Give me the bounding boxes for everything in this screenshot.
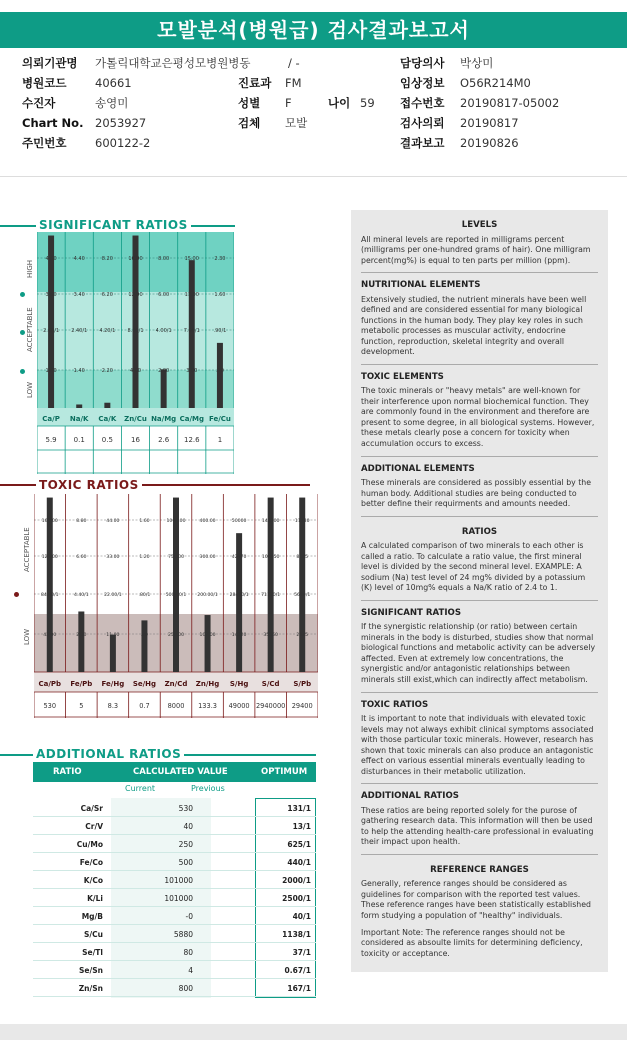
scale-tick-label: 4.40/1 (73, 593, 89, 598)
ratio-label: Zn/Hg (195, 680, 220, 688)
ratio-value: 1 (217, 436, 223, 444)
current-value: 800 (178, 984, 193, 993)
ratio-label: S/Cd (261, 680, 280, 688)
optimum-value: 2500/1 (282, 894, 311, 903)
scale-tick-label: 400.00 (199, 519, 216, 524)
current-value: 40 (183, 822, 193, 831)
dept-label: 진료과 (238, 76, 272, 90)
request-date-value: 20190817 (460, 116, 519, 130)
scale-tick-label: 11.00 (184, 292, 199, 298)
ratio-label: Zn/Cu (124, 415, 147, 423)
toxic-ratios-chart (34, 494, 318, 718)
table-row (33, 872, 316, 889)
ratio-name: Se/Sn (79, 966, 103, 975)
scale-tick-label: 44.00 (106, 519, 120, 524)
scale-tick-label: 8.20 (101, 256, 113, 262)
nutritional-heading: NUTRITIONAL ELEMENTS (361, 280, 481, 291)
col-calculated: CALCULATED VALUE (133, 767, 228, 777)
doctor-value: 박상미 (460, 56, 494, 70)
axis-acceptable-label: ACCEPTABLE (26, 307, 34, 352)
optimum-value: 1138/1 (282, 930, 311, 939)
toxic-rule-left (0, 484, 36, 486)
toxic-rule-right (114, 484, 310, 486)
ratio-value: 16 (131, 436, 140, 444)
sex-value: F (285, 96, 292, 110)
ratios-heading: RATIOS (461, 526, 498, 537)
scale-tick-label: 200.00/1 (197, 593, 218, 598)
scale-tick-label: 1.20 (139, 555, 150, 560)
significant-bar (104, 403, 110, 408)
table-row (33, 836, 316, 853)
axis-high-label: HIGH (26, 259, 34, 278)
scale-tick-label: 126.00 (41, 555, 58, 560)
row-divider (33, 960, 316, 961)
explanation-panel (351, 210, 608, 972)
toxic-axis-low-label: LOW (23, 628, 31, 645)
chart-no-label: Chart No. (22, 116, 84, 130)
receipt-label: 접수번호 (400, 96, 445, 110)
dept-value: FM (285, 76, 302, 90)
scale-tick-label: 6.00 (158, 292, 170, 298)
table-row (33, 926, 316, 943)
divider (361, 516, 598, 517)
marker-dot (20, 330, 25, 335)
ratio-name: Fe/Co (79, 858, 103, 867)
scale-tick-label: 168.00 (41, 519, 58, 524)
institution-value: 가톨릭대학교은평성모병원병동 (95, 56, 251, 70)
ratios-text: A calculated comparison of two minerals to each other is called a ratio. To calculate a ratio value, the first mineral level is divided by the second mineral level. EXAMPLE: A sodium (Na) test level of 24 mg% divided by a potassium (K) level of 10mg% equals a Na/K ratio of 2.4 to 1. (361, 541, 586, 593)
table-row (33, 890, 316, 907)
scale-tick-label: .20 (215, 368, 224, 374)
scale-tick-label: .40 (140, 633, 149, 638)
scale-tick-label: 2.20 (76, 633, 87, 638)
scale-tick-label: 4.00/1 (155, 328, 172, 334)
optimum-value: 625/1 (287, 840, 311, 849)
toxic-bar (205, 615, 211, 672)
scale-tick-label: 71120/1 (261, 593, 281, 598)
scale-tick-label: 142200 (261, 519, 280, 524)
scale-tick-label: 11380 (294, 519, 310, 524)
significant-bar (217, 343, 223, 408)
optimum-value: 131/1 (287, 804, 311, 813)
examinee-label: 수진자 (22, 96, 56, 110)
scale-tick-label: 4.00 (129, 368, 142, 374)
scale-tick-label: 8.00 (158, 256, 170, 262)
additional-elements-heading: ADDITIONAL ELEMENTS (361, 463, 475, 474)
scale-tick-label: 6.20 (101, 292, 113, 298)
doctor-label: 담당의사 (400, 56, 445, 70)
ratio-name: Se/Tl (82, 948, 103, 957)
scale-tick-label: 4.20/1 (99, 328, 116, 334)
additional-elements-text: These minerals are considered as possibly essential by the human body. Additional studies are being conducted to better define their requirments and amounts needed. (361, 478, 592, 509)
scale-tick-label: 42.00 (43, 633, 57, 638)
hospital-code-label: 병원코드 (22, 76, 67, 90)
scale-tick-label: 1.60 (45, 368, 57, 374)
toxic-bar (110, 635, 116, 672)
reference-ranges-heading: REFERENCE RANGES (430, 864, 529, 875)
row-divider (33, 924, 316, 925)
scale-tick-label: 11.00 (106, 633, 120, 638)
header-divider (0, 176, 627, 177)
resident-id-value: 600122-2 (95, 136, 151, 150)
ratio-label: S/Hg (229, 680, 249, 688)
current-value: 101000 (164, 894, 193, 903)
scale-tick-label: 33.00 (106, 555, 120, 560)
table-row (33, 962, 316, 979)
toxic-bar (76, 611, 87, 672)
examinee-value: 송영미 (95, 96, 129, 110)
report-title: 모발분석(병원급) 검사결과보고서 (0, 12, 627, 48)
additional-ratios-table (33, 762, 316, 1002)
divider (361, 600, 598, 601)
ratio-label: Ca/P (42, 415, 60, 423)
scale-tick-label: 2.20 (101, 368, 113, 374)
row-divider (33, 906, 316, 907)
scale-tick-label: 2.30 (214, 256, 226, 262)
scale-tick-label: 1.40 (73, 368, 85, 374)
scale-tick-label: 1.60 (139, 519, 150, 524)
age-value: 59 (360, 96, 375, 110)
scale-tick-label: 1000.00 (166, 519, 186, 524)
ratio-label: Na/K (69, 415, 89, 423)
col-optimum: OPTIMUM (261, 767, 308, 777)
toxic-ratios-title: TOXIC RATIOS (36, 478, 142, 492)
scale-tick-label: 7.00/1 (183, 328, 200, 334)
current-value: 101000 (164, 876, 193, 885)
ratio-label: S/Pb (293, 680, 312, 688)
ratio-value: 49000 (228, 702, 250, 710)
scale-tick-label: 8.00/1 (127, 328, 144, 334)
ratio-label: Fe/Cu (208, 415, 231, 423)
marker-dot (14, 592, 19, 597)
scale-tick-label: 8.80 (76, 519, 87, 524)
ratio-value: 5 (79, 702, 84, 710)
toxic-ratios-text: It is important to note that individuals with elevated toxic levels may not always exhibit clinical symptoms associated with those particular toxic minerals. However, research has shown that toxic minerals can also produce an antagonistic effect on various essential minerals eventually leading to disturbances in their metabolic utilization. (361, 714, 594, 776)
scale-tick-label: 15.00 (184, 256, 199, 262)
sub-previous: Previous (191, 784, 225, 793)
scale-tick-label: 22.00/1 (104, 593, 122, 598)
toxic-ratios-heading: TOXIC RATIOS (361, 699, 429, 710)
row-divider (33, 978, 316, 979)
table-row (33, 980, 316, 997)
ratio-value: 530 (43, 702, 57, 710)
axis-low-label: LOW (26, 381, 34, 398)
ratio-value: 8.3 (107, 702, 119, 710)
clinical-info-value: O56R214M0 (460, 76, 531, 90)
ratio-value: 133.3 (198, 702, 218, 710)
significant-ratios-title: SIGNIFICANT RATIOS (36, 218, 191, 232)
current-value: -0 (185, 912, 193, 921)
row-divider (33, 996, 316, 997)
nutritional-text: Extensively studied, the nutrient minerals have been well defined and are considered essential for many biological functions in the human body. They play key roles in such metabolic processes as muscular activity, endocrine function, reproduction, skeletal integrity and overall development. (361, 294, 587, 357)
scale-tick-label: 300.00 (199, 555, 216, 560)
chart-no-value: 2053927 (95, 116, 147, 130)
scale-tick-label: 14220 (231, 633, 247, 638)
toxic-elements-heading: TOXIC ELEMENTS (361, 371, 444, 382)
table-row (33, 908, 316, 925)
institution-extra: / - (288, 56, 300, 70)
scale-tick-label: .90/1 (213, 328, 227, 334)
scale-tick-label: 28450/1 (229, 593, 249, 598)
ratio-label: Ca/Mg (179, 415, 204, 423)
toxic-bar (141, 620, 147, 672)
scale-tick-label: 2.40/1 (71, 328, 88, 334)
significant-ratios-text: If the synergistic relationship (or ratio) between certain minerals in the body is disturbed, studies show that normal biological functions and metabolic activity can be adversely affected. Even at extremely low concentrations, the synergistic and/or antagonistic relationships between minerals still exist,which can indirectly affect metabolism. (361, 622, 596, 684)
current-value: 4 (188, 966, 193, 975)
divider (361, 854, 598, 855)
levels-text: All mineral levels are reported in milligrams percent (milligrams per one-hundred grams of hair). One milligram percent(mg%) is equal to ten parts per million (ppm). (361, 234, 591, 265)
ratio-label: Ca/Pb (38, 680, 62, 688)
significant-bar (76, 404, 82, 408)
ratio-name: Cr/V (85, 822, 103, 831)
scale-tick-label: 16.00 (128, 256, 143, 262)
col-ratio: RATIO (53, 767, 82, 777)
row-divider (33, 816, 316, 817)
row-divider (33, 942, 316, 943)
table-row (33, 818, 316, 835)
ratio-label: Zn/Cd (164, 680, 188, 688)
scale-tick-label: 1.60 (214, 292, 226, 298)
significant-bar (161, 369, 167, 408)
optimum-value: 2000/1 (282, 876, 311, 885)
ratio-label: Fe/Pb (70, 680, 93, 688)
scale-tick-label: 100.00 (199, 633, 216, 638)
row-divider (33, 870, 316, 871)
ratio-value: 2940000 (255, 702, 286, 710)
scale-tick-label: 4.60 (45, 256, 57, 262)
sex-label: 성별 (238, 96, 261, 110)
ratio-name: S/Cu (84, 930, 103, 939)
ratio-label: Fe/Hg (101, 680, 125, 688)
ratio-name: Mg/B (81, 912, 103, 921)
scale-tick-label: 35560 (263, 633, 278, 638)
scale-tick-label: .80/1 (138, 593, 151, 598)
ratio-label: Se/Hg (132, 680, 157, 688)
row-divider (33, 852, 316, 853)
reference-ranges-text: Generally, reference ranges should be considered as guidelines for comparison with the reported test values. These reference ranges have been statistically established form studying a population of "healthy" individuals. (361, 879, 591, 920)
resident-id-label: 주민번호 (22, 136, 67, 150)
ratio-value: 8000 (167, 702, 185, 710)
ratio-value: 12.6 (183, 436, 200, 444)
ratio-label: Na/Mg (151, 415, 177, 423)
additional-ratios-heading: ADDITIONAL RATIOS (361, 791, 459, 802)
scale-tick-label: 42670 (231, 555, 247, 560)
ratio-value: 0.1 (73, 436, 85, 444)
table-row (33, 944, 316, 961)
toxic-axis-acceptable-label: ACCEPTABLE (23, 527, 31, 572)
table-row (33, 800, 316, 817)
marker-dot (20, 369, 25, 374)
optimum-value: 40/1 (292, 912, 311, 921)
scale-tick-label: 2.00 (158, 368, 170, 374)
ratio-value: 0.5 (101, 436, 113, 444)
specimen-label: 검체 (238, 116, 261, 130)
ratio-label: Ca/K (98, 415, 117, 423)
request-date-label: 검사의뢰 (400, 116, 445, 130)
divider (361, 456, 598, 457)
current-value: 250 (178, 840, 193, 849)
important-note-text: Important Note: The reference ranges should not be considered as absoulte limits for determining deficiency, toxicity or acceptance. (361, 927, 583, 958)
levels-heading: LEVELS (461, 220, 498, 230)
scale-tick-label: 750.00 (167, 555, 185, 560)
patient-info-block (0, 52, 627, 156)
clinical-info-label: 임상정보 (400, 76, 445, 90)
significant-ratios-chart (37, 232, 234, 474)
scale-tick-label: 6.60 (76, 555, 87, 560)
divider (361, 783, 598, 784)
report-date-label: 결과보고 (400, 136, 445, 150)
ratio-value: 29400 (291, 702, 313, 710)
institution-label: 의뢰기관명 (22, 56, 78, 70)
marker-dot (20, 292, 25, 297)
scale-tick-label: 3.00 (186, 368, 198, 374)
scale-tick-label: 12.00 (128, 292, 143, 298)
divider (361, 272, 598, 273)
scale-tick-label: 500.00/1 (165, 593, 187, 598)
sub-current: Current (125, 784, 156, 793)
current-value: 530 (178, 804, 193, 813)
additional-rule-left (0, 754, 33, 756)
ratio-name: K/Li (87, 894, 103, 903)
page-footer-strip (0, 1024, 627, 1040)
ratio-value: 2.6 (158, 436, 170, 444)
toxic-elements-text: The toxic minerals or "heavy metals" are well-known for their interference upon normal biochemical function. They are commonly found in the environment and therefore are present to some degree, in all biological systems. However, these metals clearly pose a concern for toxicity when accumulation occurs to excess. (361, 386, 595, 448)
optimum-value: 37/1 (292, 948, 311, 957)
optimum-value: 440/1 (287, 858, 311, 867)
report-date-value: 20190826 (460, 136, 519, 150)
row-divider (33, 888, 316, 889)
ratio-name: Cu/Mo (76, 840, 103, 849)
optimum-value: 167/1 (287, 984, 311, 993)
optimum-value: 13/1 (292, 822, 311, 831)
scale-tick-label: 2.60/1 (43, 328, 60, 334)
scale-tick-label: 3.40 (73, 292, 85, 298)
significant-rule-left (0, 225, 36, 227)
toxic-bar (236, 533, 242, 672)
ratio-value: 5.9 (45, 436, 57, 444)
scale-tick-label: 2845 (296, 633, 309, 638)
age-label: 나이 (328, 96, 351, 110)
additional-ratios-title: ADDITIONAL RATIOS (33, 747, 184, 761)
ratio-name: K/Co (83, 876, 103, 885)
scale-tick-label: 106650 (261, 555, 280, 560)
receipt-value: 20190817-05002 (460, 96, 560, 110)
scale-tick-label: 5690/1 (294, 593, 311, 598)
row-divider (33, 834, 316, 835)
table-row (33, 854, 316, 871)
additional-ratios-text: These ratios are being reported solely for the purose of gathering research data. This information will then be used to help the attending health-care professional in evaluating their impact upon health. (361, 805, 594, 847)
scale-tick-label: 250.00 (167, 633, 185, 638)
specimen-value: 모발 (285, 116, 308, 130)
ratio-name: Zn/Sn (78, 984, 103, 993)
divider (361, 364, 598, 365)
divider (361, 692, 598, 693)
significant-bar (189, 260, 195, 408)
significant-ratios-heading: SIGNIFICANT RATIOS (361, 607, 462, 618)
scale-tick-label: 84.00/1 (40, 593, 59, 598)
ratio-name: Ca/Sr (80, 804, 103, 813)
additional-table-header (33, 762, 316, 782)
scale-tick-label: 8535 (296, 555, 309, 560)
ratio-value: 0.7 (139, 702, 150, 710)
current-value: 80 (183, 948, 193, 957)
scale-tick-label: 3.60 (45, 292, 57, 298)
current-value: 500 (178, 858, 193, 867)
optimum-value: 0.67/1 (284, 966, 311, 975)
scale-tick-label: 4.40 (73, 256, 85, 262)
current-value: 5880 (173, 930, 193, 939)
scale-tick-label: 50000 (231, 519, 247, 524)
hospital-code-value: 40661 (95, 76, 132, 90)
